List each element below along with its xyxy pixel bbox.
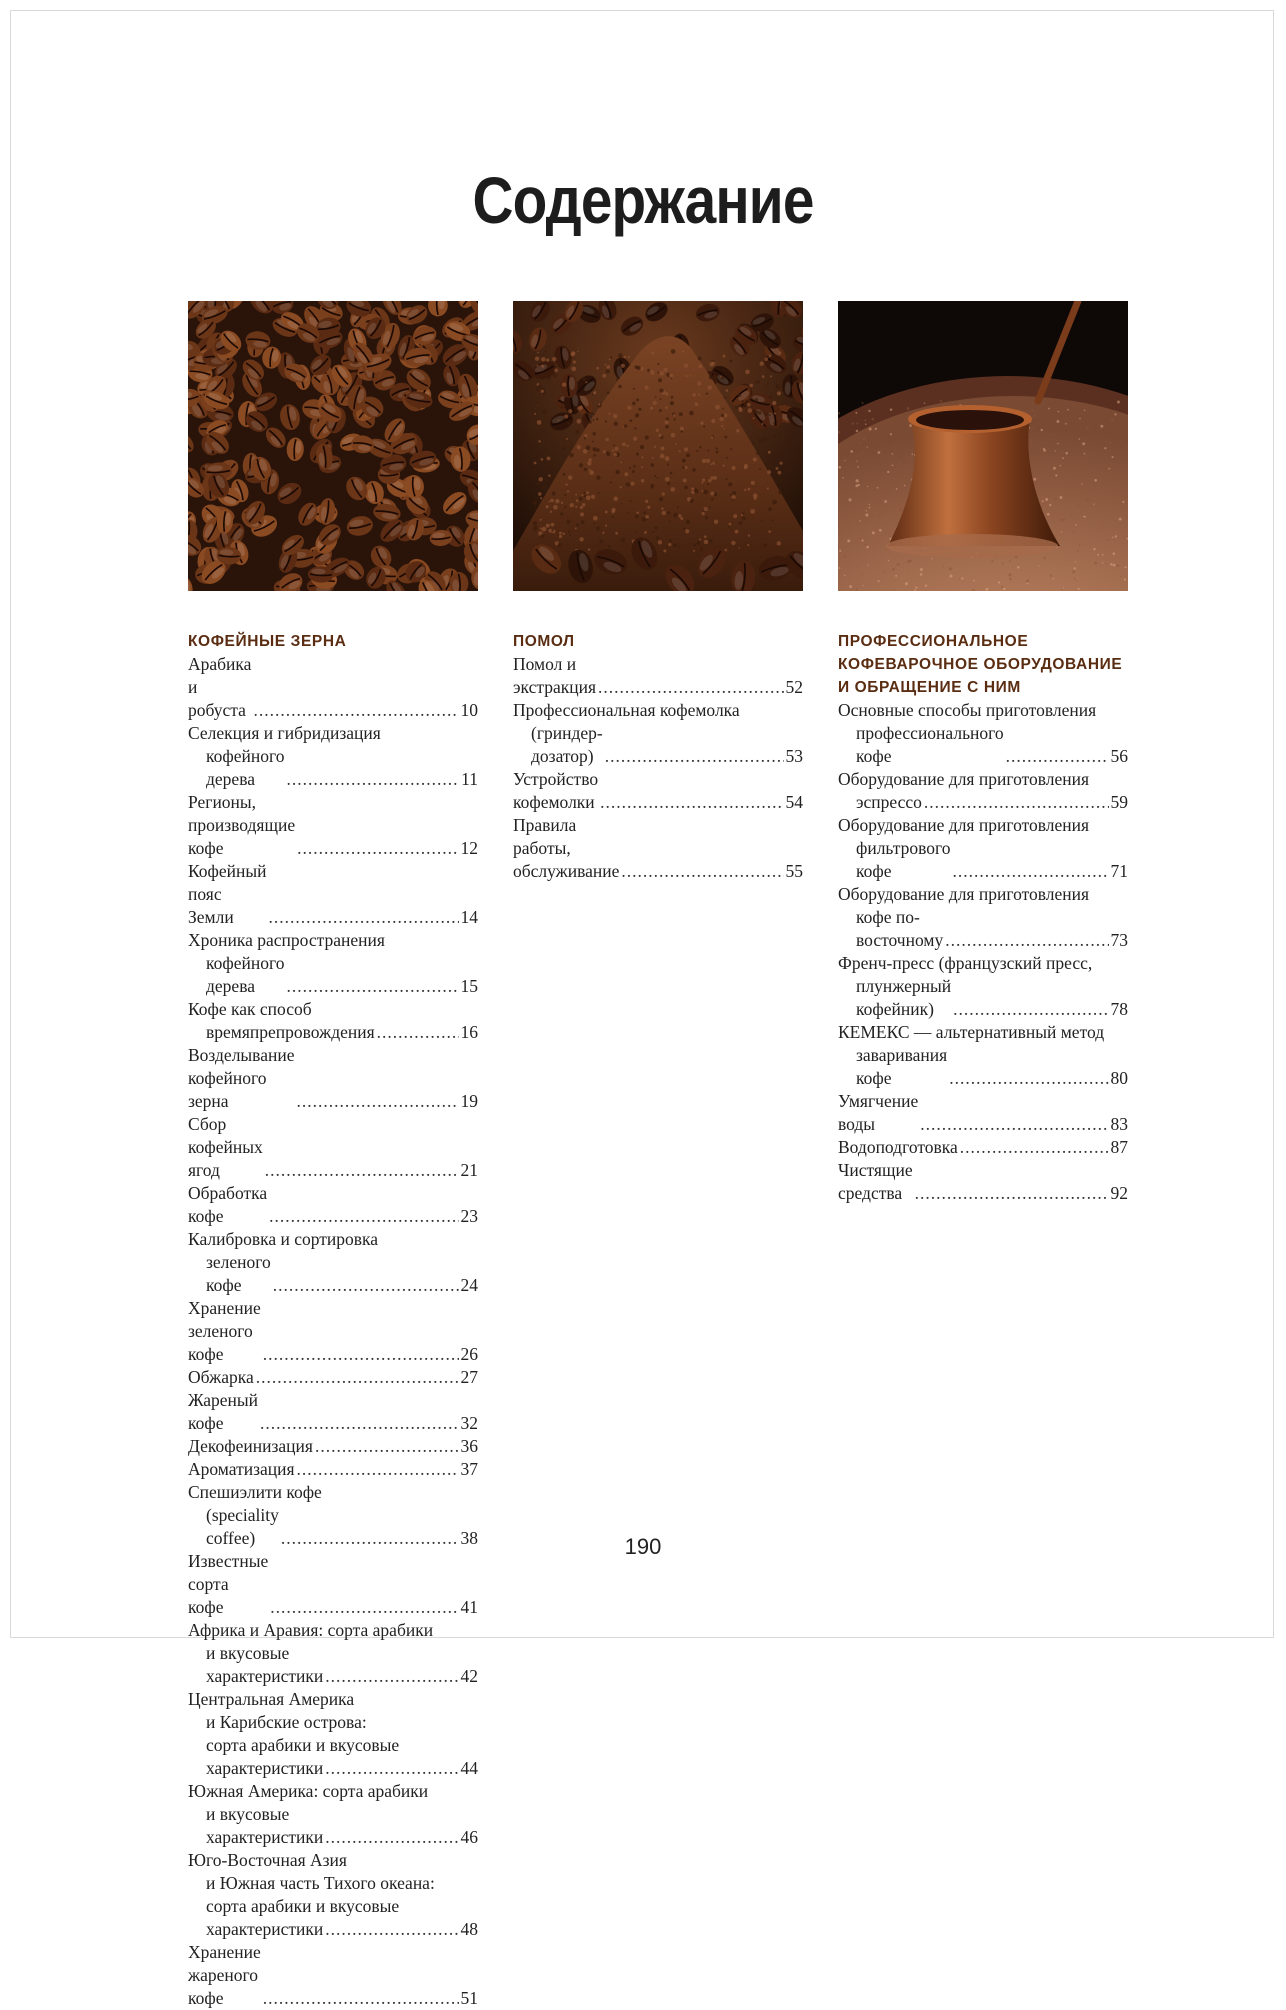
toc-entry[interactable] [188, 791, 478, 860]
toc-entry-page: 12 [461, 837, 479, 860]
toc-entry-page: 55 [786, 860, 804, 883]
dot-leader [325, 1757, 458, 1780]
toc-entry-title: Помол и экстракция [513, 653, 596, 699]
toc-entry[interactable] [188, 1182, 478, 1228]
toc-entry-line: Калибровка и сортировка [188, 1228, 478, 1251]
toc-entry[interactable] [188, 1366, 478, 1389]
toc-entry-title: Арабика и робуста [188, 653, 251, 722]
toc-entry[interactable] [188, 1458, 478, 1481]
dot-leader [920, 1113, 1108, 1136]
dot-leader [600, 791, 783, 814]
dot-leader [325, 1918, 458, 1941]
toc-entry[interactable] [838, 837, 1128, 883]
toc-entry-line: Юго-Восточная Азия [188, 1849, 478, 1872]
toc-entry[interactable] [838, 791, 1128, 814]
toc-entry-page: 37 [461, 1458, 479, 1481]
toc-entry-page: 56 [1111, 745, 1129, 768]
toc-entry-title: Регионы, производящие кофе [188, 791, 295, 860]
dot-leader [269, 1205, 458, 1228]
toc-column-1 [188, 630, 478, 2010]
toc-entry[interactable] [188, 1642, 478, 1688]
toc-entry[interactable] [188, 1113, 478, 1182]
toc-entry-title: Хранение жареного кофе [188, 1941, 261, 2010]
toc-entry-title: Ароматизация [188, 1458, 295, 1481]
toc-entry[interactable] [838, 1044, 1128, 1090]
dot-leader [605, 745, 784, 768]
toc-entry-title: и вкусовые характеристики [206, 1803, 323, 1849]
toc-entry-line: сорта арабики и вкусовые [188, 1895, 478, 1918]
dot-leader [273, 1274, 459, 1297]
dot-leader [265, 1159, 459, 1182]
toc-entry-page: 46 [461, 1826, 479, 1849]
toc-entry-page: 54 [786, 791, 804, 814]
toc-entry-page: 21 [461, 1159, 479, 1182]
toc-entry-title: Водоподготовка [838, 1136, 958, 1159]
section-heading: ПОМОЛ [513, 630, 803, 653]
dot-leader [263, 1343, 459, 1366]
dot-leader [260, 1412, 458, 1435]
toc-entry-title: заваривания кофе [856, 1044, 947, 1090]
dot-leader [1006, 745, 1109, 768]
toc-entry-line: Африка и Аравия: сорта арабики [188, 1619, 478, 1642]
page-title: Содержание [90, 160, 1196, 240]
toc-entry[interactable] [188, 1550, 478, 1619]
toc-entry-title: Хранение зеленого кофе [188, 1297, 261, 1366]
dot-leader [621, 860, 783, 883]
ground-coffee-illustration [513, 301, 803, 591]
toc-entry-line: Оборудование для приготовления [838, 814, 1128, 837]
toc-entry-line: и Южная часть Тихого океана: [188, 1872, 478, 1895]
toc-entry[interactable] [188, 1044, 478, 1113]
toc-entry[interactable] [188, 1435, 478, 1458]
toc-entry-line: Южная Америка: сорта арабики [188, 1780, 478, 1803]
toc-entry-line: Оборудование для приготовления [838, 883, 1128, 906]
toc-entry-line: КЕМЕКС — альтернативный метод [838, 1021, 1128, 1044]
toc-entry-title: Кофейный пояс Земли [188, 860, 267, 929]
dot-leader [297, 1458, 459, 1481]
toc-entry[interactable] [188, 1021, 478, 1044]
toc-entry-title: времяпрепровождения [206, 1021, 375, 1044]
toc-entry[interactable] [513, 653, 803, 699]
toc-entry-title: профессионального кофе [856, 722, 1004, 768]
toc-entry-title: характеристики [206, 1757, 323, 1780]
toc-entry-page: 41 [461, 1596, 479, 1619]
section-heading: КОФЕЙНЫЕ ЗЕРНА [188, 630, 478, 653]
toc-entry-line: Кофе как способ [188, 998, 478, 1021]
toc-entry-page: 10 [461, 699, 479, 722]
dot-leader [915, 1182, 1109, 1205]
toc-entry-title: характеристики [206, 1918, 323, 1941]
toc-entry-line: Профессиональная кофемолка [513, 699, 803, 722]
turkish-cezve-sand-photo [838, 301, 1128, 591]
toc-entry-line: сорта арабики и вкусовые [188, 1734, 478, 1757]
toc-entry-page: 73 [1111, 929, 1129, 952]
toc-entry-page: 48 [461, 1918, 479, 1941]
section-heading: ПРОФЕССИОНАЛЬНОЕ КОФЕВАРОЧНОЕ ОБОРУДОВАНИЕ И ОБРАЩЕНИЕ С НИМ [838, 630, 1128, 699]
toc-list [188, 653, 478, 2010]
toc-entry[interactable] [188, 1941, 478, 2010]
toc-entry-title: Обжарка [188, 1366, 254, 1389]
toc-list [513, 653, 803, 883]
toc-entry-page: 42 [461, 1665, 479, 1688]
dot-leader [377, 1021, 459, 1044]
toc-entry-line: Центральная Америка [188, 1688, 478, 1711]
dot-leader [960, 1136, 1109, 1159]
toc-entry[interactable] [838, 1159, 1128, 1205]
dot-leader [269, 906, 459, 929]
toc-entry-title: Жареный кофе [188, 1389, 258, 1435]
dot-leader [270, 1596, 458, 1619]
ground-coffee-photo [513, 301, 803, 591]
dot-leader [263, 1987, 459, 2010]
toc-entry-page: 11 [461, 768, 478, 791]
toc-entry-title: кофейного дерева [206, 952, 284, 998]
toc-entry-page: 78 [1111, 998, 1129, 1021]
toc-entry-page: 24 [461, 1274, 479, 1297]
toc-column-3 [838, 630, 1128, 1205]
toc-entry-title: Сбор кофейных ягод [188, 1113, 263, 1182]
page-number: 190 [0, 1534, 1286, 1560]
dot-leader [953, 998, 1108, 1021]
toc-entry-page: 19 [461, 1090, 479, 1113]
toc-entry[interactable] [188, 1389, 478, 1435]
toc-entry[interactable] [513, 814, 803, 883]
toc-entry-title: Обработка кофе [188, 1182, 267, 1228]
toc-entry-title: Декофеинизация [188, 1435, 313, 1458]
cezve-illustration [838, 301, 1128, 591]
toc-entry-page: 38 [461, 1527, 479, 1550]
toc-entry[interactable] [188, 1251, 478, 1297]
toc-entry-page: 80 [1111, 1067, 1129, 1090]
toc-entry-line: Хроника распространения [188, 929, 478, 952]
dot-leader [286, 975, 458, 998]
toc-entry-page: 87 [1111, 1136, 1129, 1159]
toc-entry-title: Умягчение воды [838, 1090, 918, 1136]
toc-entry-title: плунжерный кофейник) [856, 975, 951, 1021]
toc-entry[interactable] [188, 1918, 478, 1941]
toc-entry-title: (гриндер-дозатор) [531, 722, 603, 768]
toc-entry-page: 53 [786, 745, 804, 768]
toc-entry-title: Правила работы, обслуживание [513, 814, 619, 883]
toc-entry-line: Френч-пресс (французский пресс, [838, 952, 1128, 975]
toc-entry-title: кофейного дерева [206, 745, 284, 791]
toc-entry-title: кофе по-восточному [856, 906, 943, 952]
dot-leader [598, 676, 783, 699]
toc-entry[interactable] [513, 722, 803, 768]
toc-entry-title: Известные сорта кофе [188, 1550, 268, 1619]
toc-list [838, 699, 1128, 1205]
toc-entry-page: 16 [461, 1021, 479, 1044]
toc-entry-page: 15 [461, 975, 479, 998]
toc-entry[interactable] [838, 722, 1128, 768]
toc-entry-line: Оборудование для приготовления [838, 768, 1128, 791]
toc-entry[interactable] [838, 1090, 1128, 1136]
toc-entry-page: 32 [461, 1412, 479, 1435]
toc-entry-page: 26 [461, 1343, 479, 1366]
toc-entry-title: и вкусовые характеристики [206, 1642, 323, 1688]
toc-entry-page: 44 [461, 1757, 479, 1780]
toc-entry[interactable] [838, 1136, 1128, 1159]
toc-entry-title: Устройство кофемолки [513, 768, 598, 814]
toc-entry-page: 83 [1111, 1113, 1129, 1136]
toc-entry[interactable] [513, 768, 803, 814]
toc-entry-page: 36 [461, 1435, 479, 1458]
toc-entry[interactable] [188, 1297, 478, 1366]
toc-entry-title: Возделывание кофейного зерна [188, 1044, 294, 1113]
dot-leader [325, 1665, 458, 1688]
toc-entry[interactable] [188, 1803, 478, 1849]
dot-leader [325, 1826, 458, 1849]
toc-entry-page: 27 [461, 1366, 479, 1389]
toc-entry[interactable] [838, 906, 1128, 952]
dot-leader [297, 837, 458, 860]
toc-entry-line: Спешиэлити кофе [188, 1481, 478, 1504]
dot-leader [256, 1366, 459, 1389]
dot-leader [286, 768, 459, 791]
toc-entry[interactable] [188, 860, 478, 929]
dot-leader [924, 791, 1109, 814]
toc-entry-page: 51 [461, 1987, 479, 2010]
dot-leader [953, 860, 1109, 883]
toc-entry-page: 52 [786, 676, 804, 699]
toc-entry-page: 59 [1111, 791, 1129, 814]
toc-entry-page: 14 [461, 906, 479, 929]
toc-column-2 [513, 630, 803, 883]
toc-entry[interactable] [188, 1757, 478, 1780]
toc-entry-title: эспрессо [856, 791, 922, 814]
toc-entry-line: Селекция и гибридизация [188, 722, 478, 745]
toc-entry-title: фильтрового кофе [856, 837, 951, 883]
dot-leader [296, 1090, 458, 1113]
dot-leader [949, 1067, 1108, 1090]
coffee-beans-illustration [188, 301, 478, 591]
toc-entry-title: Чистящие средства [838, 1159, 913, 1205]
dot-leader [315, 1435, 459, 1458]
dot-leader [945, 929, 1108, 952]
toc-entry-line: Основные способы приготовления [838, 699, 1128, 722]
toc-entry-line: и Карибские острова: [188, 1711, 478, 1734]
toc-entry[interactable] [838, 975, 1128, 1021]
dot-leader [253, 699, 458, 722]
toc-entry[interactable] [188, 745, 478, 791]
toc-entry-page: 23 [461, 1205, 479, 1228]
toc-entry-title: зеленого кофе [206, 1251, 271, 1297]
toc-entry[interactable] [188, 952, 478, 998]
toc-entry-page: 92 [1111, 1182, 1129, 1205]
coffee-beans-photo [188, 301, 478, 591]
toc-entry-page: 71 [1111, 860, 1129, 883]
toc-entry[interactable] [188, 653, 478, 722]
toc-entry-title: (speciality coffee) [206, 1504, 279, 1550]
